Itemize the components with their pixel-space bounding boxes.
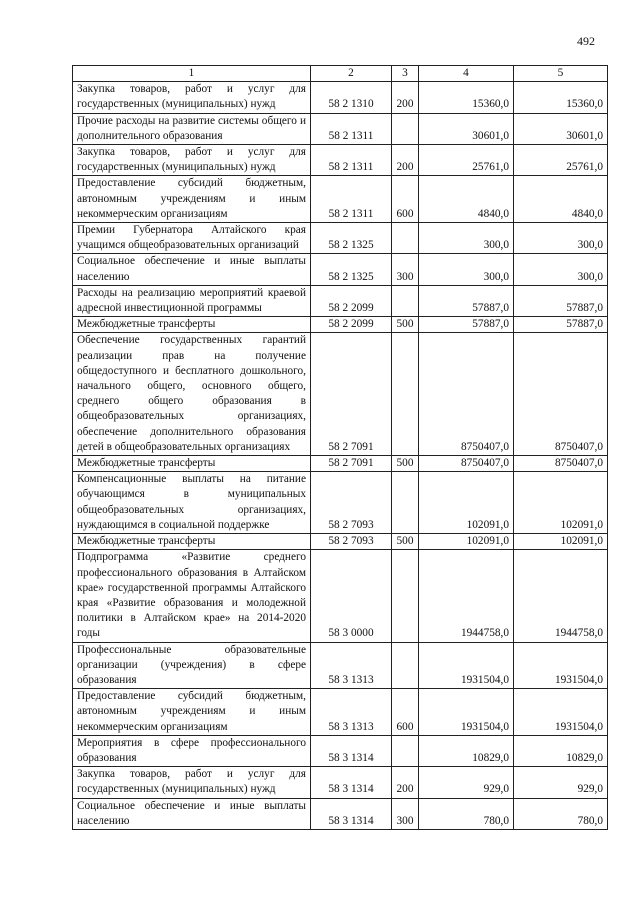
row-amount-4-cell: 30601,0 [419,113,514,144]
row-code-cell: 58 2 1310 [311,82,392,113]
row-code-cell: 58 2 1311 [311,145,392,176]
table-row [73,767,608,798]
table-row [73,285,608,316]
row-amount-4-cell: 4840,0 [419,176,514,223]
row-amount-5-cell: 57887,0 [514,285,608,316]
row-amount-5-cell: 780,0 [514,798,608,829]
row-amount-4-cell: 1931504,0 [419,689,514,736]
row-name-cell: Мероприятия в сфере профессионального образования [73,735,311,766]
row-code-cell: 58 3 1314 [311,767,392,798]
row-type-cell: 500 [392,317,419,333]
row-amount-5-cell: 1931504,0 [514,642,608,689]
row-code-cell: 58 3 1314 [311,798,392,829]
row-name-cell: Предоставление субсидий бюджетным, автономным учреждениям и иным некоммерческим организациям [73,176,311,223]
row-amount-4-cell: 25761,0 [419,145,514,176]
row-amount-4-cell: 1931504,0 [419,642,514,689]
table-row [73,223,608,254]
row-name-cell: Обеспечение государственных гарантий реализации прав на получение общедоступного и бесплатного дошкольного, начального общего, основного общего, среднего общего образования в общеобразовательных организациях, обеспечение дополнительного образования детей в общеобразовательных организациях [73,333,311,456]
row-type-cell [392,285,419,316]
row-amount-5-cell: 929,0 [514,767,608,798]
row-code-cell: 58 2 7093 [311,534,392,550]
row-name-cell: Прочие расходы на развитие системы общего и дополнительного образования [73,113,311,144]
column-header-type: 3 [392,66,419,82]
table-body [73,82,608,830]
row-code-cell: 58 3 1313 [311,642,392,689]
row-name-cell: Предоставление субсидий бюджетным, автономным учреждениям и иным некоммерческим организациям [73,689,311,736]
header-row [73,66,608,82]
row-code-cell: 58 2 2099 [311,285,392,316]
row-amount-4-cell: 8750407,0 [419,456,514,472]
row-amount-4-cell: 300,0 [419,223,514,254]
column-header-amount-5: 5 [514,66,608,82]
column-header-amount-4: 4 [419,66,514,82]
row-code-cell: 58 2 1325 [311,223,392,254]
table-row [73,254,608,285]
row-code-cell: 58 2 2099 [311,317,392,333]
row-type-cell [392,113,419,144]
row-name-cell: Социальное обеспечение и иные выплаты населению [73,254,311,285]
row-type-cell: 300 [392,254,419,285]
row-amount-5-cell: 300,0 [514,223,608,254]
row-name-cell: Закупка товаров, работ и услуг для государственных (муниципальных) нужд [73,767,311,798]
row-amount-5-cell: 30601,0 [514,113,608,144]
row-name-cell: Межбюджетные трансферты [73,317,311,333]
row-name-cell: Социальное обеспечение и иные выплаты населению [73,798,311,829]
table-row [73,113,608,144]
row-type-cell: 200 [392,82,419,113]
row-amount-5-cell: 300,0 [514,254,608,285]
row-amount-5-cell: 57887,0 [514,317,608,333]
row-type-cell: 500 [392,456,419,472]
row-type-cell: 200 [392,767,419,798]
row-amount-4-cell: 15360,0 [419,82,514,113]
row-amount-4-cell: 1944758,0 [419,550,514,642]
row-amount-4-cell: 102091,0 [419,534,514,550]
row-type-cell [392,333,419,456]
row-amount-4-cell: 8750407,0 [419,333,514,456]
row-code-cell: 58 2 7093 [311,472,392,534]
row-type-cell: 600 [392,689,419,736]
row-name-cell: Межбюджетные трансферты [73,456,311,472]
row-code-cell: 58 3 1314 [311,735,392,766]
row-amount-5-cell: 8750407,0 [514,456,608,472]
row-amount-5-cell: 1944758,0 [514,550,608,642]
row-amount-5-cell: 1931504,0 [514,689,608,736]
row-name-cell: Закупка товаров, работ и услуг для государственных (муниципальных) нужд [73,145,311,176]
row-type-cell [392,223,419,254]
table-row [73,642,608,689]
row-code-cell: 58 2 1311 [311,176,392,223]
row-code-cell: 58 2 7091 [311,333,392,456]
row-amount-4-cell: 300,0 [419,254,514,285]
row-type-cell: 600 [392,176,419,223]
budget-table [72,65,608,830]
table-row [73,689,608,736]
row-type-cell [392,735,419,766]
row-amount-5-cell: 25761,0 [514,145,608,176]
row-name-cell: Профессиональные образовательные организации (учреждения) в сфере образования [73,642,311,689]
row-code-cell: 58 3 0000 [311,550,392,642]
row-amount-5-cell: 102091,0 [514,472,608,534]
row-amount-4-cell: 102091,0 [419,472,514,534]
row-amount-4-cell: 929,0 [419,767,514,798]
table-row [73,735,608,766]
table-row [73,472,608,534]
table-row [73,317,608,333]
row-code-cell: 58 2 1311 [311,113,392,144]
column-header-name: 1 [73,66,311,82]
table-row [73,798,608,829]
row-name-cell: Компенсационные выплаты на питание обучающимся в муниципальных общеобразовательных организациях, нуждающимся в социальной поддержке [73,472,311,534]
row-amount-4-cell: 780,0 [419,798,514,829]
row-amount-4-cell: 57887,0 [419,317,514,333]
table-row [73,456,608,472]
row-type-cell: 200 [392,145,419,176]
row-name-cell: Подпрограмма «Развитие среднего профессионального образования в Алтайском крае» государственной программы Алтайского края «Развитие образования и молодежной политики в Алтайском крае» на 2014-2020 годы [73,550,311,642]
row-amount-4-cell: 10829,0 [419,735,514,766]
table-row [73,333,608,456]
table-row [73,534,608,550]
table-row [73,550,608,642]
row-type-cell: 500 [392,534,419,550]
row-name-cell: Закупка товаров, работ и услуг для государственных (муниципальных) нужд [73,82,311,113]
row-type-cell [392,642,419,689]
row-type-cell: 300 [392,798,419,829]
row-code-cell: 58 2 7091 [311,456,392,472]
row-type-cell [392,472,419,534]
row-name-cell: Расходы на реализацию мероприятий краевой адресной инвестиционной программы [73,285,311,316]
column-header-code: 2 [311,66,392,82]
row-amount-5-cell: 8750407,0 [514,333,608,456]
row-amount-5-cell: 10829,0 [514,735,608,766]
row-code-cell: 58 2 1325 [311,254,392,285]
row-code-cell: 58 3 1313 [311,689,392,736]
table-row [73,176,608,223]
page-number: 492 [577,34,595,48]
row-name-cell: Премии Губернатора Алтайского края учащимся общеобразовательных организаций [73,223,311,254]
row-amount-5-cell: 102091,0 [514,534,608,550]
table-row [73,82,608,113]
row-name-cell: Межбюджетные трансферты [73,534,311,550]
row-amount-5-cell: 15360,0 [514,82,608,113]
row-amount-5-cell: 4840,0 [514,176,608,223]
table-row [73,145,608,176]
row-amount-4-cell: 57887,0 [419,285,514,316]
row-type-cell [392,550,419,642]
